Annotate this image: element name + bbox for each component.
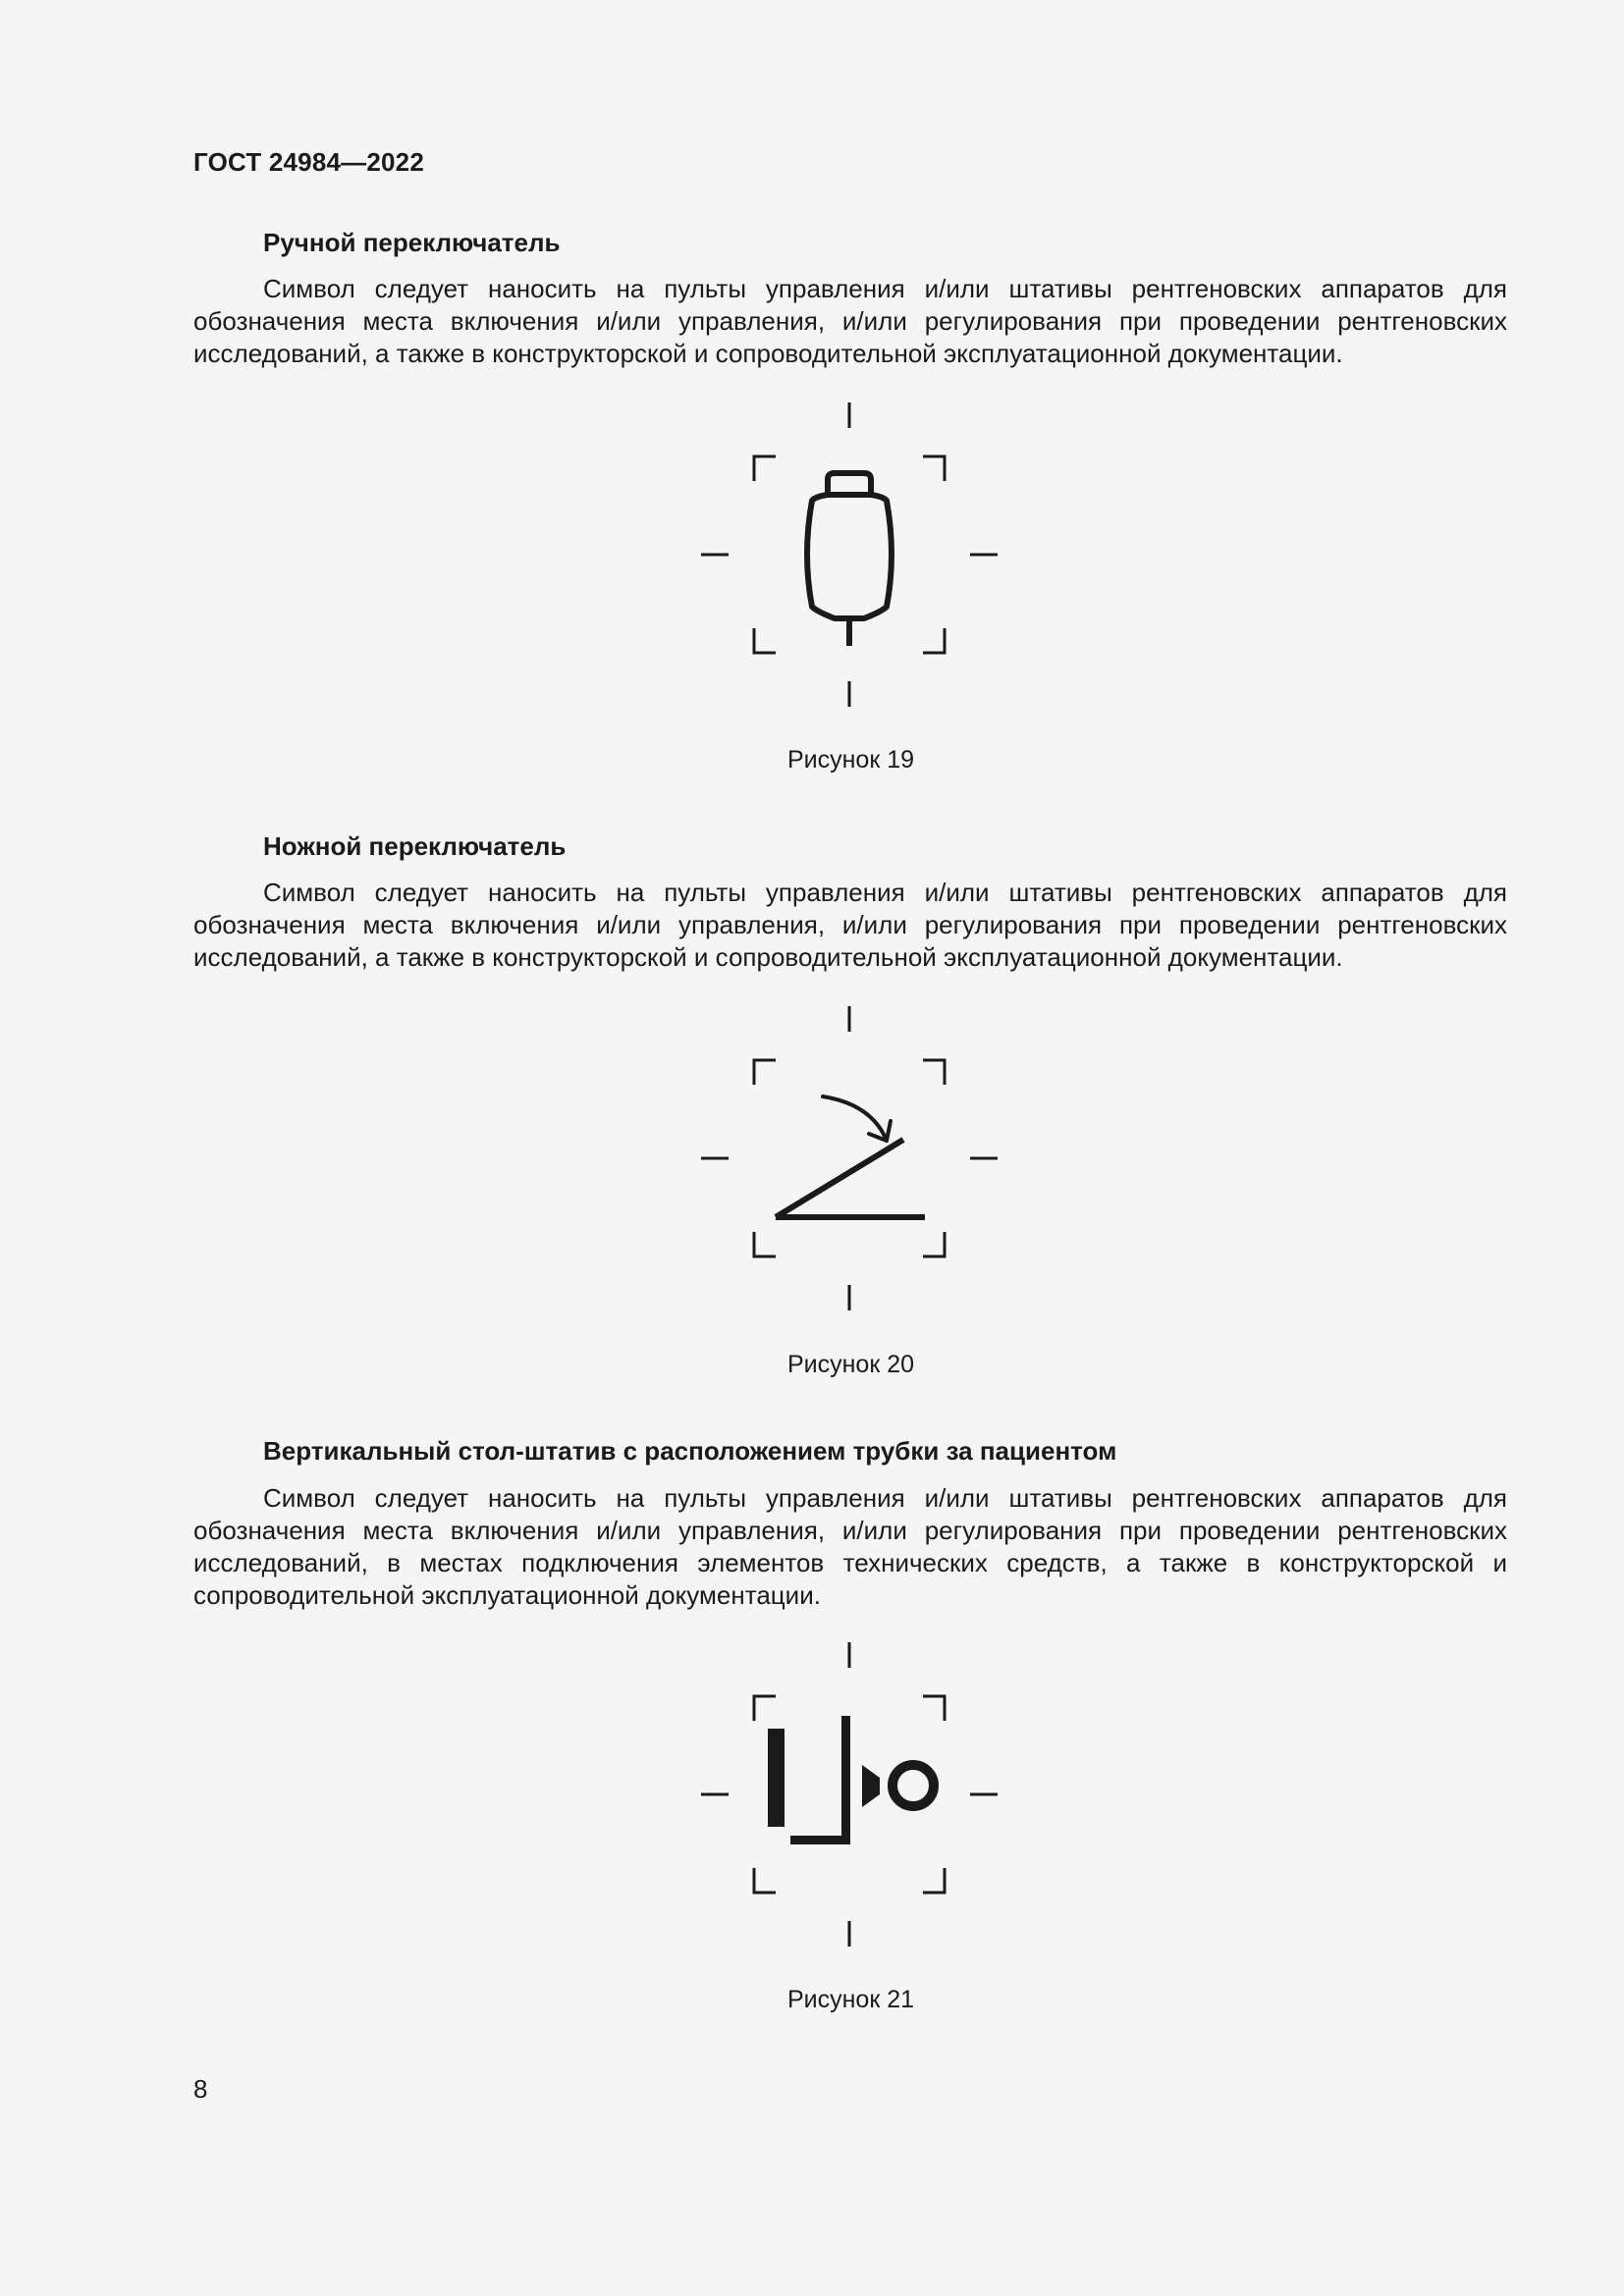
figure-20: [697, 1006, 1001, 1310]
section-paragraph-vertical-table: Символ следует наносить на пульты управления и/или штативы рентгеновских аппаратов для обозначения места включения и/или управления, и/или регулирования при проведении рентгеновских исследований, в местах подключения элементов технических средств, а также в конструкторской и сопроводительной эксплуатационной документации.: [193, 1483, 1507, 1610]
page-number: 8: [193, 2074, 208, 2104]
section-heading-foot-switch: Ножной переключатель: [263, 831, 567, 861]
section-paragraph-foot-switch: Символ следует наносить на пульты управления и/или штативы рентгеновских аппаратов для обозначения места включения и/или управления, и/или регулирования при проведении рентгеновских исследований, а также в конструкторской и сопроводительной эксплуатационной документации.: [193, 878, 1507, 972]
figure-caption-20: Рисунок 20: [786, 1351, 915, 1378]
document-header: ГОСТ 24984—2022: [193, 147, 424, 177]
section-paragraph-hand-switch: Символ следует наносить на пульты управления и/или штативы рентгеновских аппаратов для обозначения места включения и/или управления, и/или регулирования при проведении рентгеновских исследований, а также в конструкторской и сопроводительной эксплуатационной документации.: [193, 274, 1507, 368]
figure-caption-21: Рисунок 21: [786, 1986, 915, 2013]
vertical-table-tube-behind-patient-icon: [697, 1642, 1001, 1947]
section-heading-vertical-table: Вертикальный стол-штатив с расположением трубки за пациентом: [263, 1436, 1117, 1466]
hand-switch-icon: [697, 402, 1001, 707]
figure-19: [697, 402, 1001, 707]
figure-caption-19: Рисунок 19: [786, 746, 915, 774]
foot-switch-icon: [697, 1006, 1001, 1310]
section-heading-hand-switch: Ручной переключатель: [263, 228, 561, 257]
figure-21: [697, 1642, 1001, 1947]
